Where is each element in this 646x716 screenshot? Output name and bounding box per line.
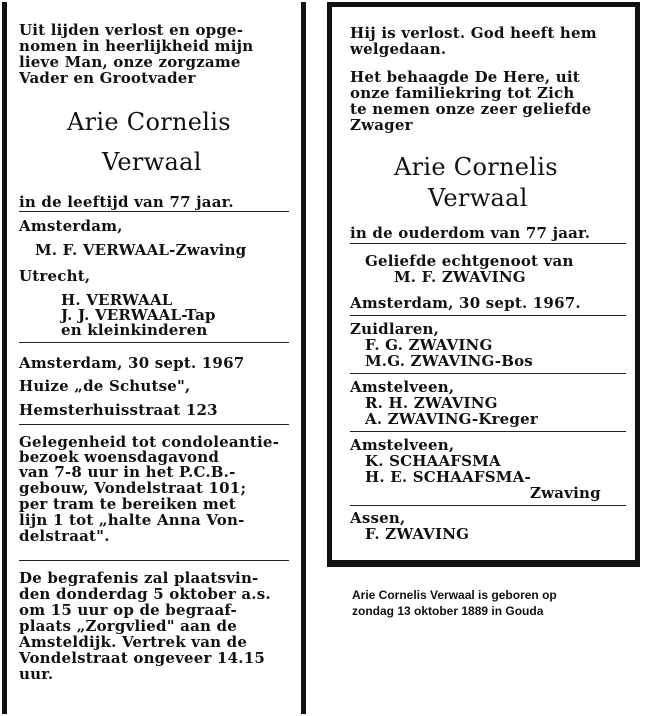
left-intro-line: nomen in heerlijkheid mijn [19, 37, 254, 55]
left-family-line: Amsterdam, [19, 217, 123, 235]
left-funeral-line: om 15 uur op de begraaf- [19, 601, 237, 619]
right-divider [350, 373, 626, 374]
left-funeral-line: Amsteldijk. Vertrek van de [19, 633, 248, 651]
left-address-line: Amsterdam, 30 sept. 1967 [19, 354, 245, 372]
right-family-line: F. G. ZWAVING [365, 336, 493, 354]
left-family-line: M. F. VERWAAL-Zwaving [35, 241, 247, 259]
right-spouse-line: M. F. ZWAVING [394, 268, 526, 286]
left-family-line: H. VERWAAL [61, 291, 173, 309]
right-intro-line: Zwager [350, 116, 413, 134]
left-intro-line: Vader en Grootvader [19, 69, 196, 87]
right-family-line: Zuidlaren, [350, 320, 440, 338]
right-family-line: M.G. ZWAVING-Bos [365, 352, 533, 370]
left-condolence-line: lijn 1 tot „halte Anna Von- [19, 511, 245, 529]
left-divider [19, 424, 289, 425]
right-intro-line: Hij is verlost. God heeft hem [350, 24, 597, 42]
left-condolence-line: per tram te bereiken met [19, 495, 236, 513]
left-deceased-surname: Verwaal [102, 148, 202, 176]
left-intro-line: Uit lijden verlost en opge- [19, 21, 244, 39]
left-family-line: J. J. VERWAAL-Tap [61, 306, 216, 324]
left-funeral-line: plaats „Zorgvlied" aan de [19, 617, 237, 635]
left-condolence-line: Gelegenheid tot condoleantie- [19, 433, 280, 451]
right-family-line: K. SCHAAFSMA [365, 452, 501, 470]
right-family-line: R. H. ZWAVING [365, 394, 498, 412]
left-condolence-line: bezoek woensdagavond [19, 448, 220, 466]
right-family-line: Amstelveen, [350, 436, 455, 454]
left-address-line: Hemsterhuisstraat 123 [19, 401, 218, 419]
caption-line: Arie Cornelis Verwaal is geboren op [352, 588, 557, 602]
right-divider [350, 431, 626, 432]
right-divider [350, 315, 626, 316]
left-address-line: Huize „de Schutse", [19, 377, 191, 395]
right-intro-line: welgedaan. [350, 40, 447, 58]
right-age-line: in de ouderdom van 77 jaar. [350, 224, 591, 242]
right-death-notice [327, 2, 640, 567]
left-condolence-line: van 7-8 uur in het P.C.B.- [19, 463, 236, 481]
right-divider [350, 505, 626, 506]
left-death-notice [2, 2, 306, 714]
left-intro-line: lieve Man, onze zorgzame [19, 53, 241, 71]
right-intro-line: Het behaagde De Here, uit [350, 68, 580, 86]
right-family-line: Zwaving [530, 484, 601, 502]
left-family-line: Utrecht, [19, 267, 91, 285]
right-divider [350, 243, 626, 244]
left-deceased-first-names: Arie Cornelis [67, 108, 231, 136]
right-spouse-line: Geliefde echtgenoot van [365, 252, 574, 270]
left-funeral-line: De begrafenis zal plaatsvin- [19, 569, 259, 587]
right-deceased-first-names: Arie Cornelis [394, 153, 558, 181]
right-family-line: A. ZWAVING-Kreger [365, 410, 538, 428]
right-family-line: Amstelveen, [350, 378, 455, 396]
left-funeral-line: uur. [19, 665, 54, 683]
left-funeral-line: den donderdag 5 oktober a.s. [19, 585, 271, 603]
right-intro-line: te nemen onze zeer geliefde [350, 100, 592, 118]
left-condolence-line: delstraat". [19, 527, 110, 545]
right-deceased-surname: Verwaal [428, 184, 528, 212]
right-family-line: H. E. SCHAAFSMA- [365, 468, 531, 486]
left-divider [19, 560, 289, 561]
right-family-line: Assen, [350, 509, 406, 527]
left-age-line: in de leeftijd van 77 jaar. [19, 193, 234, 211]
caption-line: zondag 13 oktober 1889 in Gouda [352, 604, 544, 618]
left-funeral-line: Vondelstraat ongeveer 14.15 [19, 649, 266, 667]
left-family-line: en kleinkinderen [61, 321, 208, 339]
left-divider [19, 342, 289, 343]
left-divider [19, 211, 289, 212]
right-family-line: F. ZWAVING [365, 525, 470, 543]
left-condolence-line: gebouw, Vondelstraat 101; [19, 479, 247, 497]
right-intro-line: onze familiekring tot Zich [350, 84, 575, 102]
birth-caption [352, 587, 632, 619]
right-date-line: Amsterdam, 30 sept. 1967. [350, 294, 581, 312]
